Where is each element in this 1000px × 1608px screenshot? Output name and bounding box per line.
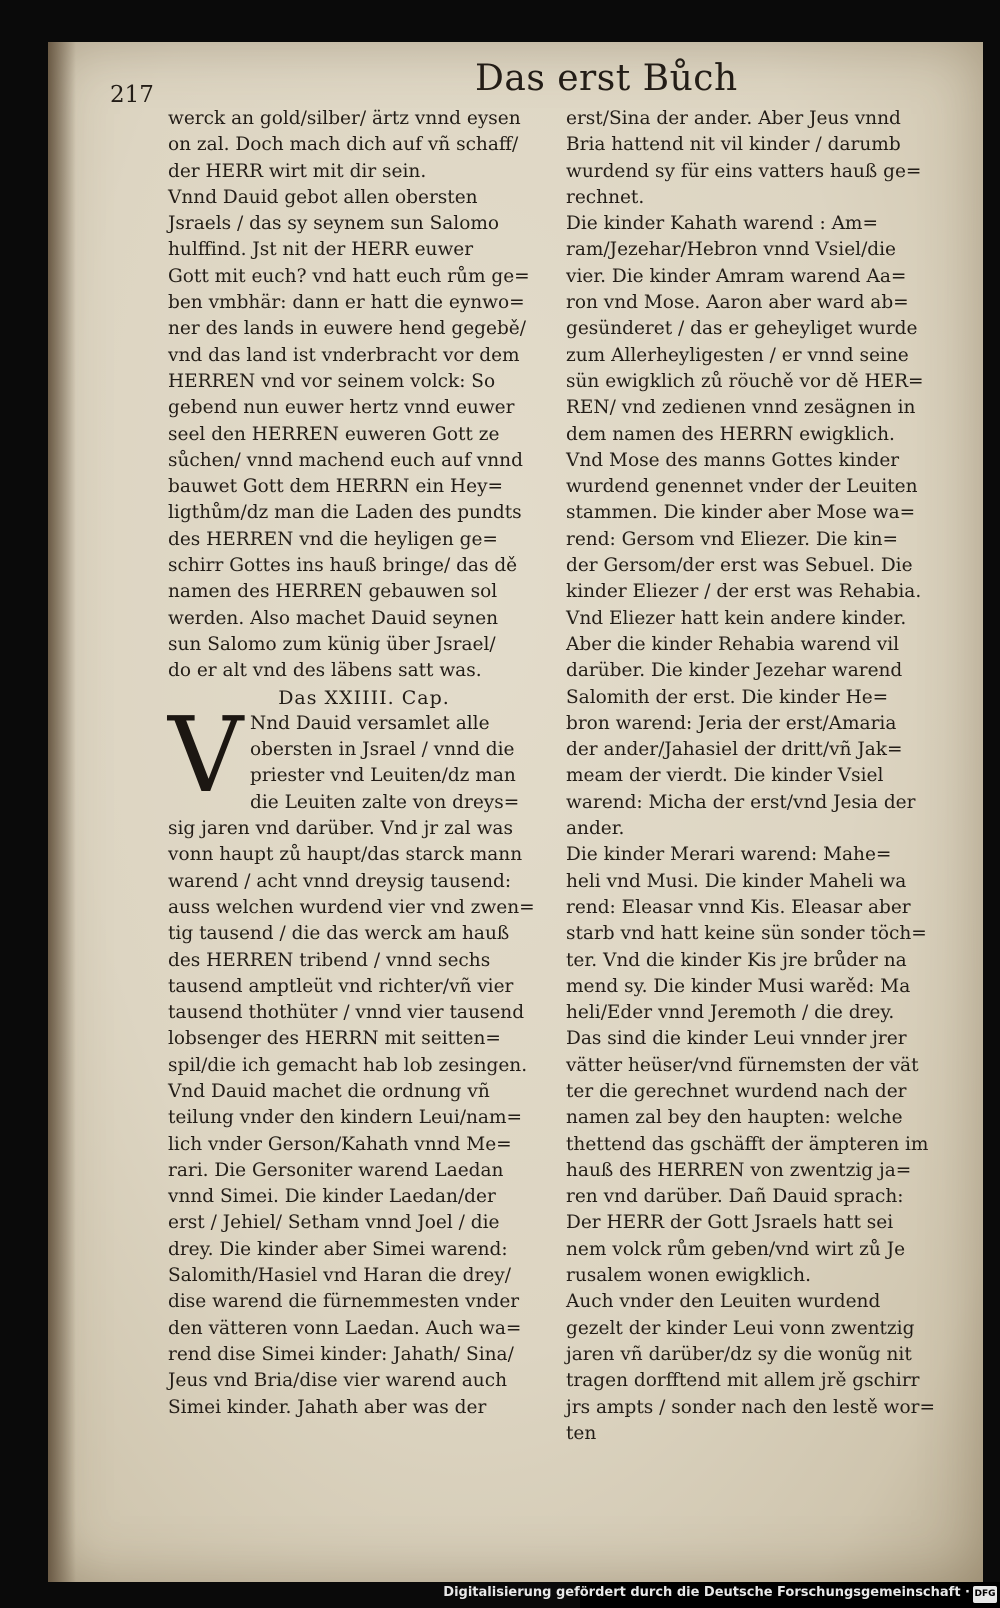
text-line: gebend nun euwer hertz vnnd euwer [168,397,515,419]
text-line: namen des HERREN gebauwen sol [168,581,498,603]
text-line: darüber. Die kinder Jezehar warend [566,660,903,682]
text-line: werden. Also machet Dauid seynen [168,607,499,629]
text-line: rari. Die Gersoniter warend Laedan [168,1159,504,1181]
text-line: erst / Jehiel/ Setham vnnd Joel / die [168,1212,500,1234]
text-line: warend: Micha der erst/vnd Jesia der [566,791,916,813]
text-line: ren vnd darüber. Dañ Dauid sprach: [566,1186,904,1208]
text-line: ner des lands in euwere hend gegebě/ [168,318,526,340]
text-line: auss welchen wurdend vier vnd zwen= [168,896,535,918]
text-line: tausend amptleüt vnd richter/vñ vier [168,975,514,997]
text-line: lich vnder Gerson/Kahath vnnd Me= [168,1133,512,1155]
text-line: on zal. Doch mach dich auf vñ schaff/ [168,134,519,156]
text-line: bron warend: Jeria der erst/Amaria [566,712,897,734]
text-line: Die kinder Kahath warend : Am= [566,213,878,235]
text-line: wurdend genennet vnder der Leuiten [566,476,918,498]
text-line: der ander/Jahasiel der dritt/vñ Jak= [566,739,903,761]
text-line: spil/die ich gemacht hab lob zesingen. [168,1054,528,1076]
text-line: gesünderet / das er geheyliget wurde [566,318,918,340]
drop-cap-initial: V [168,693,244,816]
text-line: tausend thothüter / vnnd vier tausend [168,1002,525,1024]
text-line: den vätteren vonn Laedan. Auch wa= [168,1317,522,1339]
text-line: vätter heüser/vnd fürnemsten der vät [566,1054,919,1076]
text-line: sůchen/ vnnd machend euch auf vnnd [168,449,523,471]
text-line: ligthům/dz man die Laden des pundts [168,502,522,524]
text-line: Salomith/Hasiel vnd Haran die drey/ [168,1265,511,1287]
text-line: hulffind. Jst nit der HERR euwer [168,239,474,261]
text-line: rend: Eleasar vnnd Kis. Eleasar aber [566,896,911,918]
text-line: Vnd Dauid machet die ordnung vñ [168,1080,490,1102]
left-column-text-after [168,816,560,1421]
text-line: schirr Gottes ins hauß bringe/ das dě [168,555,518,577]
footer-credit: Digitalisierung gefördert durch die Deutsche Forschungsgemeinschaft · [443,1585,970,1600]
text-line: Vnd Mose des manns Gottes kinder [566,449,900,471]
text-line: tig tausend / die das werck am hauß [168,923,510,945]
text-line: hauß des HERREN von zwentzig ja= [566,1159,912,1181]
text-line: ben vmbhär: dann er hatt die eynwo= [168,292,525,314]
text-line: sig jaren vnd darüber. Vnd jr zal was [168,818,513,840]
text-line: rusalem wonen ewigklich. [566,1265,811,1287]
left-column [168,106,560,1421]
text-line: sün ewigklich zů röuchě vor dě HER= [566,370,924,392]
text-line: Salomith der erst. Die kinder He= [566,686,889,708]
right-column-text [566,106,958,1447]
text-line: des HERREN vnd die heyligen ge= [168,528,498,550]
text-line: erst/Sina der ander. Aber Jeus vnnd [566,108,901,129]
chapter-heading: Das XXIIII. Cap. [278,686,450,709]
text-line: werck an gold/silber/ ärtz vnnd eysen [168,108,521,129]
text-line: Das sind die kinder Leui vnnder jrer [566,1028,907,1050]
text-line: priester vnd Leuiten/dz man [250,765,516,787]
text-line: Die kinder Merari warend: Mahe= [566,844,892,866]
text-line: Vnnd Dauid gebot allen obersten [168,186,478,208]
text-line: dem namen des HERRN ewigklich. [566,423,895,445]
text-line: gezelt der kinder Leui vonn zwentzig [566,1317,915,1339]
text-line: drey. Die kinder aber Simei warend: [168,1238,508,1260]
text-line: REN/ vnd zedienen vnnd zesägnen in [566,397,916,419]
text-line: rend dise Simei kinder: Jahath/ Sina/ [168,1343,514,1365]
text-line: die Leuiten zalte von dreys= [250,791,520,813]
text-line: des HERREN tribend / vnnd sechs [168,949,491,971]
running-head: Das erst Bůch [475,58,738,99]
text-line: warend / acht vnnd dreysig tausend: [168,870,512,892]
text-line: Der HERR der Gott Jsraels hatt sei [566,1212,894,1234]
text-line: sun Salomo zum künig über Jsrael/ [168,633,496,655]
text-line: rechnet. [566,186,645,208]
text-line: der Gersom/der erst was Sebuel. Die [566,555,913,577]
text-line: Nnd Dauid versamlet alle [250,712,490,734]
right-column [566,106,958,1447]
text-line: ron vnd Mose. Aaron aber ward ab= [566,292,909,314]
text-line: bauwet Gott dem HERRN ein Hey= [168,476,504,498]
text-line: HERREN vnd vor seinem volck: So [168,370,496,392]
text-line: Jeus vnd Bria/dise vier warend auch [168,1370,507,1392]
text-line: jrs ampts / sonder nach den lestě wor= [566,1396,935,1418]
page-gutter-shadow [48,42,76,1582]
text-line: do er alt vnd des läbens satt was. [168,660,482,682]
text-line: kinder Eliezer / der erst was Rehabia. [566,581,922,603]
text-line: lobsenger des HERRN mit seitten= [168,1028,501,1050]
text-line: wurdend sy für eins vatters hauß ge= [566,160,922,182]
text-line: ram/Jezehar/Hebron vnnd Vsiel/die [566,239,897,261]
text-line: nem volck rům geben/vnd wirt zů Je [566,1238,906,1260]
text-line: ander. [566,818,625,840]
text-line: tragen dorfftend mit allem jrě gschirr [566,1370,920,1392]
text-line: vonn haupt zů haupt/das starck mann [168,844,523,866]
left-column-text-before [168,106,560,685]
dfg-logo-icon: DFG [973,1586,997,1603]
text-line: mend sy. Die kinder Musi warěd: Ma [566,975,911,997]
text-line: vnnd Simei. Die kinder Laedan/der [168,1186,496,1208]
text-line: stammen. Die kinder aber Mose wa= [566,502,916,524]
text-line: jaren vñ darüber/dz sy die wonũg nit [566,1343,912,1365]
text-line: Auch vnder den Leuiten wurdend [566,1291,881,1313]
text-line: obersten in Jsrael / vnnd die [250,739,515,761]
text-line: meam der vierdt. Die kinder Vsiel [566,765,884,787]
text-line: dise warend die fürnemmesten vnder [168,1291,520,1313]
text-line: Aber die kinder Rehabia warend vil [566,633,900,655]
digitization-footer [443,1582,1000,1608]
text-line: thettend das gschäfft der ämpteren im [566,1133,929,1155]
text-line: heli/Eder vnnd Jeremoth / die drey. [566,1002,895,1024]
text-line: vier. Die kinder Amram warend Aa= [566,265,907,287]
text-line: zum Allerheyligesten / er vnnd seine [566,344,909,366]
text-line: Simei kinder. Jahath aber was der [168,1396,487,1418]
page-number: 217 [110,82,154,108]
text-line: namen zal bey den haupten: welche [566,1107,903,1129]
text-line: heli vnd Musi. Die kinder Maheli wa [566,870,907,892]
text-line: Bria hattend nit vil kinder / darumb [566,134,901,156]
text-line: rend: Gersom vnd Eliezer. Die kin= [566,528,899,550]
text-line: ter die gerechnet wurdend nach der [566,1080,907,1102]
text-line: vnd das land ist vnderbracht vor dem [168,344,520,366]
text-line: Gott mit euch? vnd hatt euch rům ge= [168,265,530,287]
text-line: teilung vnder den kindern Leui/nam= [168,1107,522,1129]
text-line: ter. Vnd die kinder Kis jre brůder na [566,949,907,971]
text-line: der HERR wirt mit dir sein. [168,160,427,182]
text-line: Vnd Eliezer hatt kein andere kinder. [566,607,907,629]
text-line: Jsraels / das sy seynem sun Salomo [168,213,500,235]
text-line: starb vnd hatt keine sün sonder töch= [566,923,927,945]
text-line: seel den HERREN euweren Gott ze [168,423,500,445]
text-line: ten [566,1422,597,1444]
